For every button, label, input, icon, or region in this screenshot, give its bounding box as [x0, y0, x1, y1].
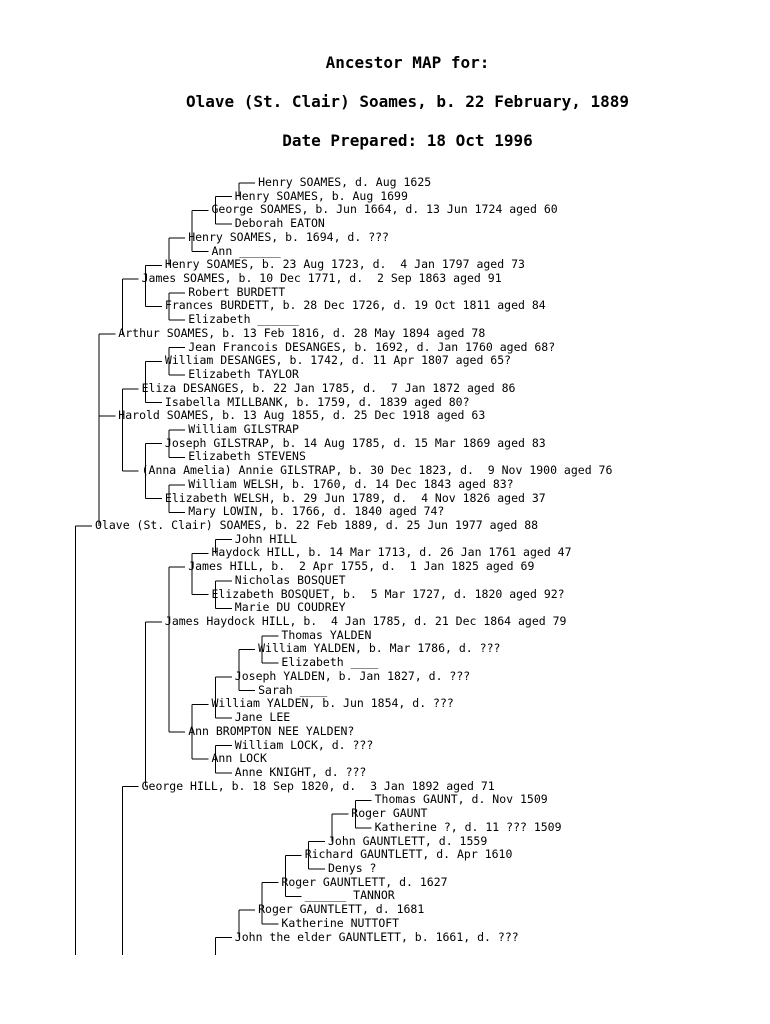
date-prepared: Date Prepared: 18 Oct 1996	[282, 131, 533, 150]
ancestor-entry: Arthur SOAMES, b. 13 Feb 1816, d. 28 May 1894 aged 78	[118, 325, 486, 340]
ancestor-entry: Denys ?	[328, 861, 377, 875]
ancestor-entry: Haydock HILL, b. 14 Mar 1713, d. 26 Jan 1761 aged 47	[211, 545, 572, 560]
ancestor-entry: Roger GAUNTLETT, d. 1627	[281, 874, 448, 889]
ancestor-entry: George HILL, b. 18 Sep 1820, d. 3 Jan 1892 aged 71	[141, 778, 495, 793]
ancestor-entry: James Haydock HILL, b. 4 Jan 1785, d. 21 Dec 1864 aged 79	[164, 614, 567, 629]
ancestor-entry: Katherine ?, d. 11 ??? 1509	[374, 819, 562, 834]
ancestor-entry: Jane LEE	[234, 710, 291, 725]
ancestor-entry: Ann ______	[211, 243, 281, 258]
ancestor-entry: Elizabeth ____	[281, 655, 379, 670]
ancestor-entry: Eliza DESANGES, b. 22 Jan 1785, d. 7 Jan 1872 aged 86	[141, 380, 516, 395]
ancestor-entry: Harold SOAMES, b. 13 Aug 1855, d. 25 Dec 1918 aged 63	[118, 408, 486, 423]
ancestor-entry: Henry SOAMES, b. 23 Aug 1723, d. 4 Jan 1797 aged 73	[164, 257, 525, 272]
ancestor-entry: Ann LOCK	[211, 751, 267, 766]
ancestor-entry: Roger GAUNTLETT, d. 1681	[258, 902, 425, 917]
ancestor-entry: Ann BROMPTON NEE YALDEN?	[188, 723, 355, 738]
ancestor-entry: Isabella MILLBANK, b. 1759, d. 1839 aged 80?	[164, 394, 470, 409]
map-title: Ancestor MAP for:	[325, 53, 490, 72]
ancestor-entry: Katherine NUTTOFT	[281, 915, 400, 930]
ancestor-entry: ______ TANNOR	[304, 888, 395, 903]
ancestor-entry: Mary LOWIN, b. 1766, d. 1840 aged 74?	[188, 504, 445, 519]
ancestor-entry: John HILL	[234, 531, 298, 546]
ancestor-entry: Roger GAUNT	[351, 806, 428, 821]
ancestor-entry: John GAUNTLETT, d. 1559	[328, 833, 488, 848]
ancestor-entry: Thomas YALDEN	[281, 627, 372, 642]
ancestor-entry: William GILSTRAP	[188, 421, 299, 436]
ancestor-entry: Anne KNIGHT, d. ???	[234, 764, 367, 779]
ancestor-entry: (Anna Amelia) Annie GILSTRAP, b. 30 Dec 1823, d. 9 Nov 1900 aged 76	[141, 463, 613, 478]
ancestor-entry: Joseph GILSTRAP, b. 14 Aug 1785, d. 15 Mar 1869 aged 83	[164, 435, 546, 450]
ancestor-entry: Richard GAUNTLETT, d. Apr 1610	[304, 847, 513, 862]
ancestor-entry: James HILL, b. 2 Apr 1755, d. 1 Jan 1825 aged 69	[188, 559, 535, 574]
ancestor-entry: Henry SOAMES, b. 1694, d. ???	[188, 229, 389, 244]
ancestor-entry: Sarah ____	[258, 682, 328, 697]
ancestor-entry: Henry SOAMES, d. Aug 1625	[258, 175, 432, 189]
ancestor-entry: Elizabeth BOSQUET, b. 5 Mar 1727, d. 1820 aged 92?	[211, 586, 565, 601]
ancestor-entry: Marie DU COUDREY	[234, 600, 346, 615]
ancestor-entry: Frances BURDETT, b. 28 Dec 1726, d. 19 Oct 1811 aged 84	[164, 298, 546, 313]
ancestor-entry: Thomas GAUNT, d. Nov 1509	[374, 792, 548, 807]
ancestor-entry: George SOAMES, b. Jun 1664, d. 13 Jun 1724 aged 60	[211, 202, 558, 217]
ancestor-entry: Nicholas BOSQUET	[234, 572, 346, 587]
ancestor-entry: Elizabeth ______	[188, 312, 299, 327]
ancestor-entry: James SOAMES, b. 10 Dec 1771, d. 2 Sep 1863 aged 91	[141, 271, 502, 286]
ancestor-entry: Deborah EATON	[234, 216, 325, 231]
ancestor-entry: John the elder GAUNTLETT, b. 1661, d. ???	[234, 929, 519, 944]
ancestor-entry: Joseph YALDEN, b. Jan 1827, d. ???	[234, 668, 471, 683]
ancestor-entry: Jean Francois DESANGES, b. 1692, d. Jan 1760 aged 68?	[188, 339, 556, 354]
ancestor-entry: William YALDEN, b. Jun 1854, d. ???	[211, 696, 454, 711]
ancestor-entry: Robert BURDETT	[188, 284, 286, 299]
ancestor-entry: Elizabeth WELSH, b. 29 Jun 1789, d. 4 Nov 1826 aged 37	[164, 490, 546, 505]
subject-title: Olave (St. Clair) Soames, b. 22 February, 1889	[185, 92, 630, 111]
ancestor-entry: Olave (St. Clair) SOAMES, b. 22 Feb 1889, d. 25 Jun 1977 aged 88	[95, 518, 539, 532]
ancestor-entry: William YALDEN, b. Mar 1786, d. ???	[258, 641, 501, 656]
ancestor-entry: Elizabeth TAYLOR	[188, 367, 299, 382]
ancestor-entry: William DESANGES, b. 1742, d. 11 Apr 1807 aged 65?	[164, 353, 512, 368]
ancestor-entry: William WELSH, b. 1760, d. 14 Dec 1843 aged 83?	[188, 476, 514, 491]
ancestor-entry: William LOCK, d. ???	[234, 737, 374, 752]
ancestor-entry: Elizabeth STEVENS	[188, 449, 306, 464]
ancestor-entry: Henry SOAMES, b. Aug 1699	[234, 188, 408, 203]
